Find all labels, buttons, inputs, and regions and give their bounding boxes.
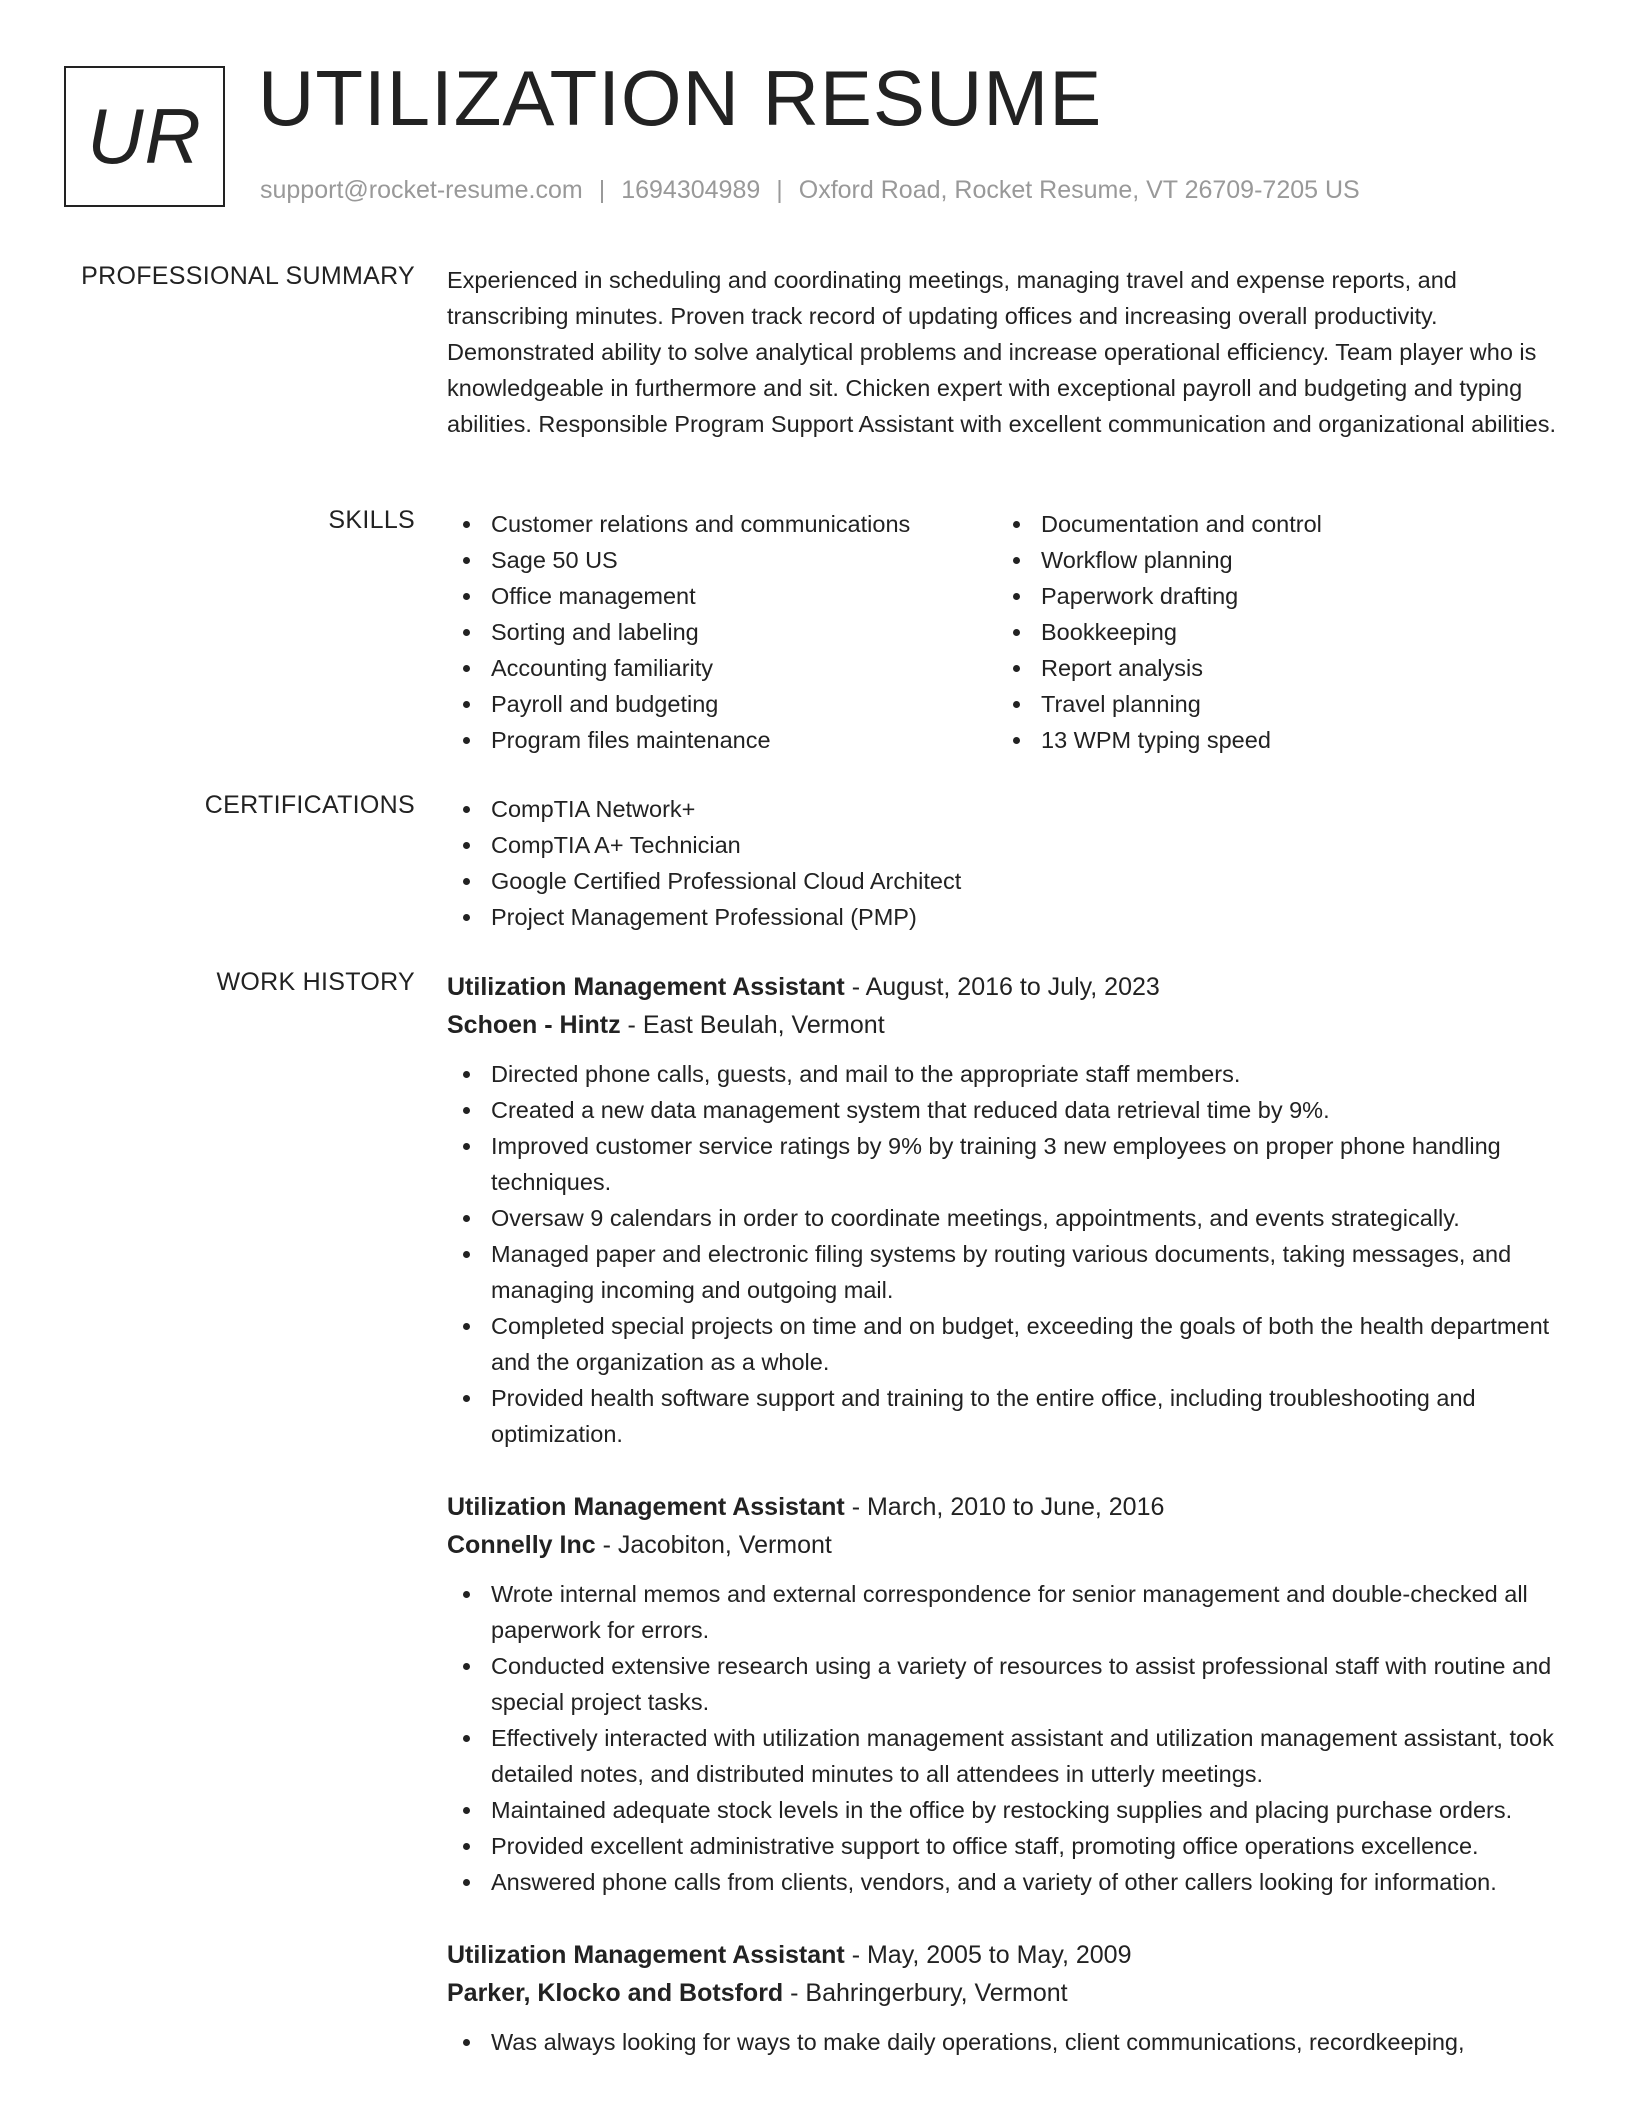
contact-address: Oxford Road, Rocket Resume, VT 26709-7205 US: [798, 176, 1360, 204]
job-company: Schoen - Hintz: [447, 1011, 621, 1039]
job-dates: - March, 2010 to June, 2016: [844, 1493, 1165, 1521]
job-bullet: Maintained adequate stock levels in the office by restocking supplies and placing purchase orders.: [447, 1792, 1567, 1828]
job-bullet: Provided health software support and training to the entire office, including troubleshooting and optimization.: [447, 1380, 1567, 1452]
job-title-line: [447, 968, 1567, 1006]
job-bullet: Directed phone calls, guests, and mail to the appropriate staff members.: [447, 1056, 1567, 1092]
skill-item: Sorting and labeling: [447, 614, 997, 650]
skill-item: Sage 50 US: [447, 542, 997, 578]
job-entry: [447, 968, 1567, 1452]
skill-item: Customer relations and communications: [447, 506, 997, 542]
contact-separator: |: [598, 176, 606, 204]
certifications-body: [447, 791, 1567, 935]
job-bullet: Oversaw 9 calendars in order to coordinate meetings, appointments, and events strategically.: [447, 1200, 1567, 1236]
job-company: Connelly Inc: [447, 1531, 596, 1559]
job-bullet-list: [447, 1576, 1567, 1900]
job-location: - Jacobiton, Vermont: [595, 1531, 832, 1559]
job-company-line: [447, 1974, 1567, 2012]
contact-email: support@rocket-resume.com: [260, 176, 583, 204]
job-bullet: Improved customer service ratings by 9% by training 3 new employees on proper phone handling techniques.: [447, 1128, 1567, 1200]
skill-item: Payroll and budgeting: [447, 686, 997, 722]
job-location: - East Beulah, Vermont: [620, 1011, 885, 1039]
job-bullet: Created a new data management system that reduced data retrieval time by 9%.: [447, 1092, 1567, 1128]
job-location: - Bahringerbury, Vermont: [783, 1979, 1068, 2007]
job-bullet: Effectively interacted with utilization management assistant and utilization management assistant, took detailed notes, and distributed minutes to all attendees in utterly meetings.: [447, 1720, 1567, 1792]
job-bullet: Managed paper and electronic filing systems by routing various documents, taking messages, and managing incoming and outgoing mail.: [447, 1236, 1567, 1308]
certification-item: CompTIA A+ Technician: [447, 827, 1567, 863]
job-bullet-list: [447, 2024, 1567, 2060]
job-bullet: Completed special projects on time and on budget, exceeding the goals of both the health department and the organization as a whole.: [447, 1308, 1567, 1380]
job-company-line: [447, 1006, 1567, 1044]
job-title-line: [447, 1488, 1567, 1526]
contact-phone: 1694304989: [621, 176, 761, 204]
job-title: Utilization Management Assistant: [447, 1941, 845, 1969]
job-title-line: [447, 1936, 1567, 1974]
summary-label: PROFESSIONAL SUMMARY: [81, 262, 415, 290]
skill-item: Travel planning: [997, 686, 1547, 722]
skills-label: SKILLS: [328, 506, 415, 534]
skills-body: [447, 506, 1567, 758]
certification-item: Google Certified Professional Cloud Architect: [447, 863, 1567, 899]
job-entry: [447, 1936, 1567, 2060]
monogram-logo: UR: [64, 66, 225, 207]
contact-separator: |: [776, 176, 783, 204]
skill-item: Program files maintenance: [447, 722, 997, 758]
work-history-body: [447, 968, 1567, 2060]
job-bullet: Wrote internal memos and external correspondence for senior management and double-checked all paperwork for errors.: [447, 1576, 1567, 1648]
certification-item: CompTIA Network+: [447, 791, 1567, 827]
skill-item: Paperwork drafting: [997, 578, 1547, 614]
resume-title: UTILIZATION RESUME: [258, 54, 1103, 142]
job-entry: [447, 1488, 1567, 1900]
contact-line: [260, 176, 1360, 205]
certifications-label: CERTIFICATIONS: [204, 791, 415, 819]
skill-item: Report analysis: [997, 650, 1547, 686]
job-title: Utilization Management Assistant: [447, 1493, 845, 1521]
job-dates: - August, 2016 to July, 2023: [844, 973, 1160, 1001]
skills-list-left: [447, 506, 997, 758]
certifications-list: [447, 791, 1567, 935]
skills-list-right: [997, 506, 1547, 758]
summary-body: [447, 262, 1567, 442]
skill-item: 13 WPM typing speed: [997, 722, 1547, 758]
job-bullet: Conducted extensive research using a variety of resources to assist professional staff with routine and special project tasks.: [447, 1648, 1567, 1720]
certification-item: Project Management Professional (PMP): [447, 899, 1567, 935]
job-bullet-list: [447, 1056, 1567, 1452]
skill-item: Accounting familiarity: [447, 650, 997, 686]
skill-item: Office management: [447, 578, 997, 614]
skill-item: Workflow planning: [997, 542, 1547, 578]
job-company: Parker, Klocko and Botsford: [447, 1979, 784, 2007]
job-bullet: Provided excellent administrative support to office staff, promoting office operations excellence.: [447, 1828, 1567, 1864]
summary-text: Experienced in scheduling and coordinating meetings, managing travel and expense reports, and transcribing minutes. Proven track record of updating offices and increasing overall productivity. Demonstrated ability to solve analytical problems and increase operational efficiency. Team player who is knowledgeable in furthermore and sit. Chicken expert with exceptional payroll and budgeting and typing abilities. Responsible Program Support Assistant with excellent communication and organizational abilities.: [447, 267, 1556, 437]
job-bullet: Answered phone calls from clients, vendors, and a variety of other callers looking for information.: [447, 1864, 1567, 1900]
job-bullet: Was always looking for ways to make daily operations, client communications, recordkeeping,: [447, 2024, 1567, 2060]
job-title: Utilization Management Assistant: [447, 973, 845, 1001]
skill-item: Documentation and control: [997, 506, 1547, 542]
skill-item: Bookkeeping: [997, 614, 1547, 650]
job-dates: - May, 2005 to May, 2009: [844, 1941, 1132, 1969]
work-history-label: WORK HISTORY: [216, 968, 415, 996]
job-company-line: [447, 1526, 1567, 1564]
